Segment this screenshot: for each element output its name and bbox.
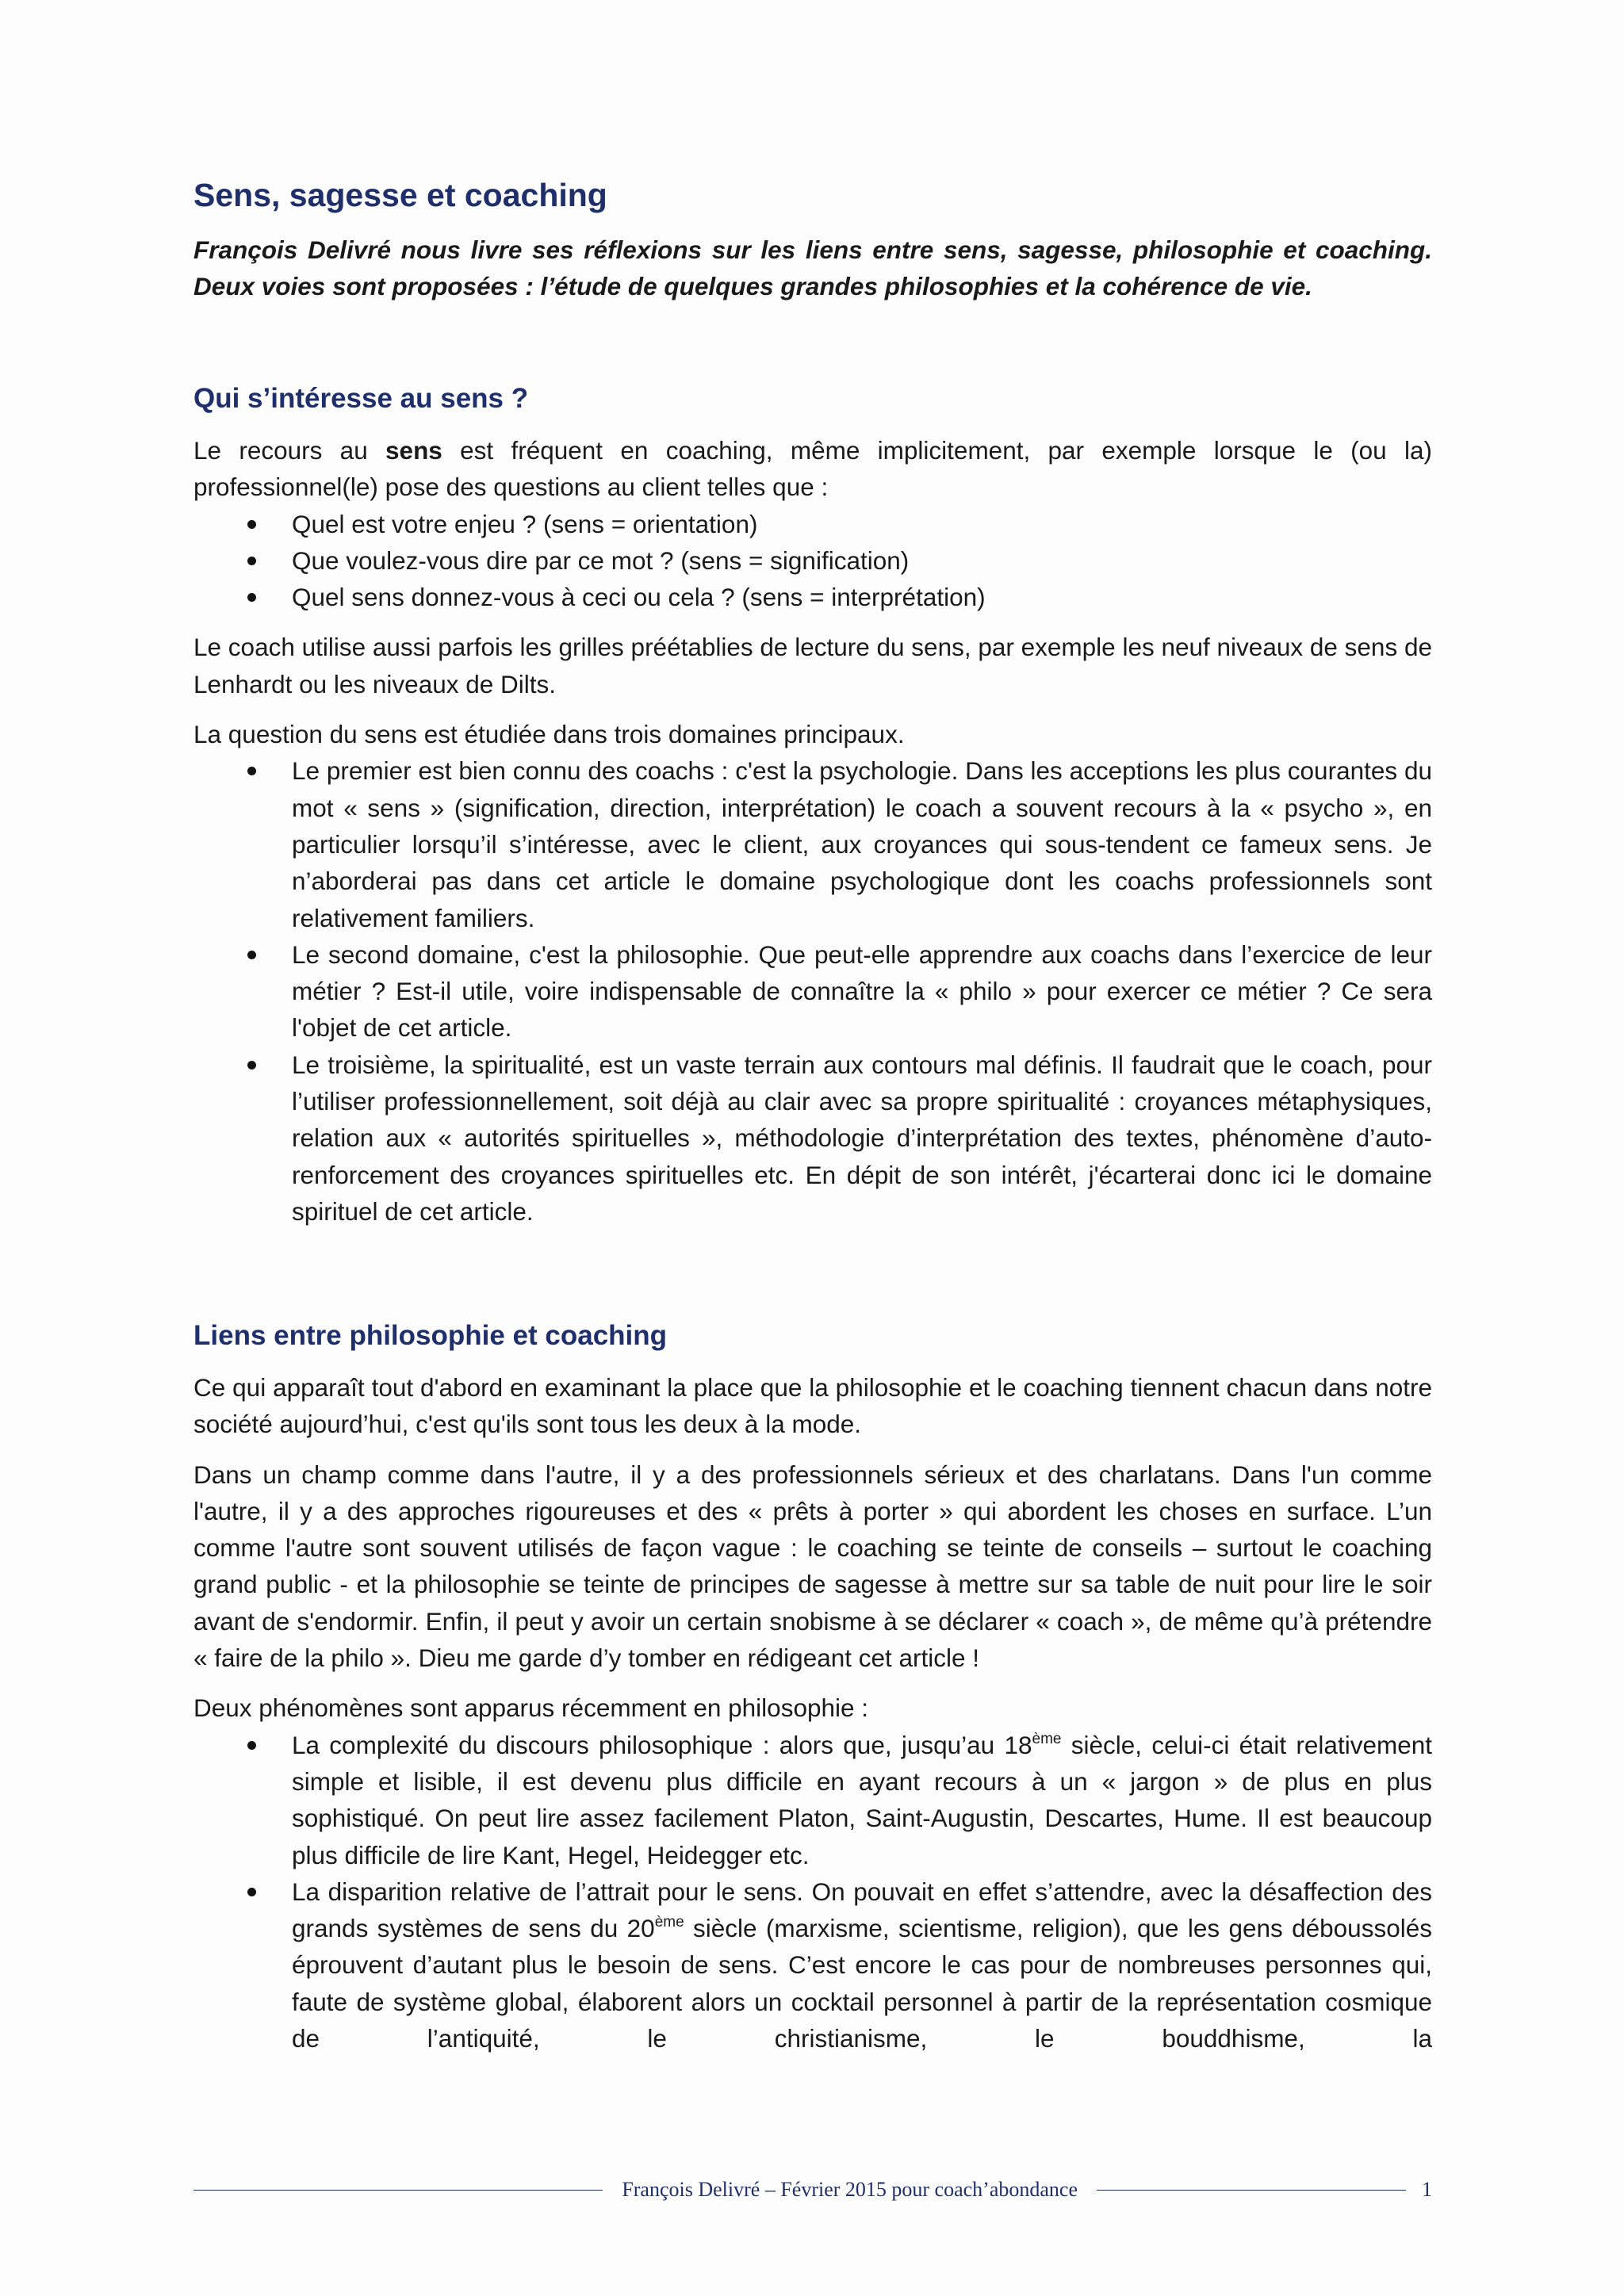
paragraph: Deux phénomènes sont apparus récemment en philosophie : [193, 1693, 869, 1723]
page-footer [193, 2174, 1432, 2206]
page-title: Sens, sagesse et coaching [193, 177, 607, 213]
paragraph: Le coach utilise aussi parfois les grilles préétablies de lecture du sens, par exemple les neuf niveaux de sens de Lenhardt ou les niveaux de Dilts. [193, 633, 1432, 698]
list-item: Le premier est bien connu des coachs : c'est la psychologie. Dans les acceptions les plus courantes du mot « sens » (signification, direction, interprétation) le coach a souvent recours à la « psycho », en particulier lorsqu’il s’intéresse, avec le client, aux croyances qui sous-tendent ce fameux sens. Je n’aborderai pas dans cet article le domaine psychologique dont les coachs professionnels sont relativement familiers. [292, 752, 1432, 936]
section-body-philosophie [193, 1369, 1432, 2070]
phenomena-list [193, 1727, 1432, 2057]
footer-rule [1097, 2190, 1406, 2191]
list-item: Quel est votre enjeu ? (sens = orientation) [292, 506, 1432, 542]
section-heading-philosophie: Liens entre philosophie et coaching [193, 1320, 668, 1351]
domain-list [193, 752, 1432, 1230]
intro-paragraph: François Delivré nous livre ses réflexions sur les liens entre sens, sagesse, philosophie et coaching. Deux voies sont proposées : l’étude de quelques grandes philosophies et la cohérence de vie. [193, 235, 1432, 300]
section-heading-sens: Qui s’intéresse au sens ? [193, 383, 529, 414]
list-item: Le troisième, la spiritualité, est un vaste terrain aux contours mal définis. Il faudrait que le coach, pour l’utiliser professionnellement, soit déjà au clair avec sa propre spiritualité : croyances métaphysiques, relation aux « autorités spirituelles », méthodologie d’interprétation des textes, phénomène d’auto-renforcement des croyances spirituelles etc. En dépit de son intérêt, j'écarterai donc ici le domaine spirituel de cet article. [292, 1047, 1432, 1230]
paragraph: Dans un champ comme dans l'autre, il y a des professionnels sérieux et des charlatans. Dans l'un comme l'autre, il y a des approches rigoureuses et des « prêts à porter » qui abordent les choses en surface. L’un comme l'autre sont souvent utilisés de façon vague : le coaching se teinte de conseils – surtout le coaching grand public - et la philosophie se teinte de principes de sagesse à mettre sur sa table de nuit pour lire le soir avant de s'endormir. Enfin, il peut y avoir un certain snobisme à se déclarer « coach », de même qu’à prétendre « faire de la philo ». Dieu me garde d’y tomber en rédigeant cet article ! [193, 1460, 1432, 1673]
list-item: Quel sens donnez-vous à ceci ou cela ? (sens = interprétation) [292, 579, 1432, 615]
paragraph: Ce qui apparaît tout d'abord en examinant la place que la philosophie et le coaching tiennent chacun dans notre société aujourd’hui, c'est qu'ils sont tous les deux à la mode. [193, 1373, 1432, 1439]
list-item: Que voulez-vous dire par ce mot ? (sens = signification) [292, 542, 1432, 579]
page-number: 1 [1422, 2178, 1432, 2201]
footer-text: François Delivré – Février 2015 pour coach’abondance [622, 2178, 1078, 2201]
question-list [193, 506, 1432, 616]
paragraph: La question du sens est étudiée dans trois domaines principaux. [193, 720, 905, 749]
paragraph: Le recours au sens est fréquent en coaching, même implicitement, par exemple lorsque le (ou la) professionnel(le) pose des questions au client telles que : [193, 436, 1432, 502]
list-item: La disparition relative de l’attrait pour le sens. On pouvait en effet s’attendre, avec la désaffection des grands systèmes de sens du 20ème siècle (marxisme, scientisme, religion), que les gens déboussolés éprouvent d’autant plus le besoin de sens. C’est encore le cas pour de nombreuses personnes qui, faute de système global, élaborent alors un cocktail personnel à partir de la représentation cosmique de l’antiquité, le christianisme, le bouddhisme, la [292, 1873, 1432, 2057]
list-item: Le second domaine, c'est la philosophie. Que peut-elle apprendre aux coachs dans l’exercice de leur métier ? Est-il utile, voire indispensable de connaître la « philo » pour exercer ce métier ? Ce sera l'objet de cet article. [292, 936, 1432, 1047]
footer-rule [193, 2190, 603, 2191]
list-item: La complexité du discours philosophique : alors que, jusqu’au 18ème siècle, celui-ci était relativement simple et lisible, il est devenu plus difficile en ayant recours à un « jargon » de plus en plus sophistiqué. On peut lire assez facilement Platon, Saint-Augustin, Descartes, Hume. Il est beaucoup plus difficile de lire Kant, Hegel, Heidegger etc. [292, 1727, 1432, 1873]
section-body-sens [193, 432, 1432, 1243]
emphasis-sens: sens [385, 436, 442, 465]
